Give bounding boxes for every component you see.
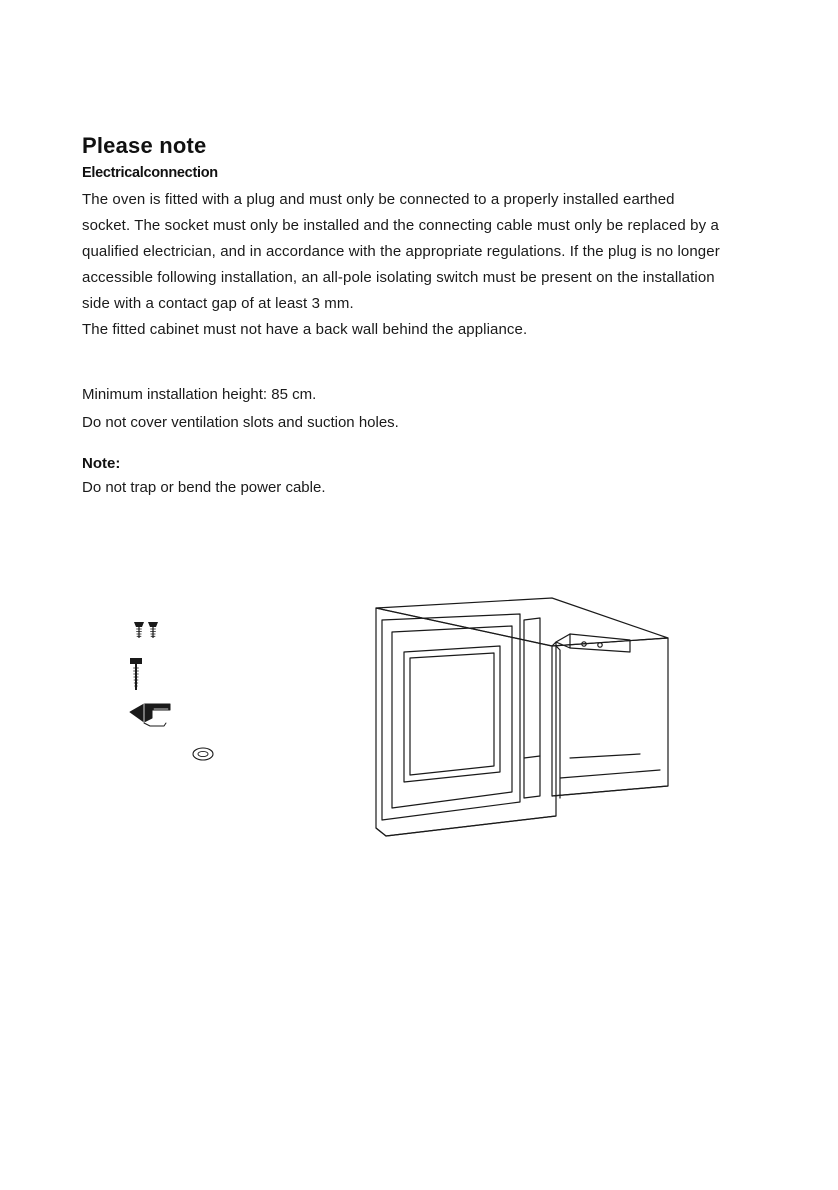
spacer — [82, 343, 722, 381]
ventilation-slots-line: Do not cover ventilation slots and suction holes. — [82, 414, 399, 431]
bracket-icon — [130, 704, 170, 726]
oven-appliance-drawing — [376, 598, 668, 836]
screw-short-2-icon — [148, 622, 158, 638]
note-label: Note: — [82, 455, 121, 472]
screw-long-icon — [130, 658, 142, 690]
screw-short-1-icon — [134, 622, 144, 638]
electrical-connection-paragraph: The oven is fitted with a plug and must only be connected to a properly installed earthed socket. The socket must only be installed and the connecting cable must only be replaced by a qualified electrician, and in accordance with the appropriate regulations. If the plug is no longer accessible following installation, an all-pole isolating switch must be present on the installation side with a contact gap of at least 3 mm. — [82, 191, 720, 312]
section-subtitle: Electricalconnection — [82, 165, 218, 181]
installation-figure — [100, 590, 740, 870]
note-text: Do not trap or bend the power cable. — [82, 479, 326, 496]
page-title: Please note — [82, 133, 207, 158]
spacer — [82, 437, 722, 455]
installation-diagram — [100, 590, 740, 870]
minimum-installation-height-line: Minimum installation height: 85 cm. — [82, 386, 317, 403]
washer-icon — [193, 748, 213, 760]
back-wall-paragraph: The fitted cabinet must not have a back wall behind the appliance. — [82, 321, 528, 338]
text-content — [82, 133, 722, 502]
